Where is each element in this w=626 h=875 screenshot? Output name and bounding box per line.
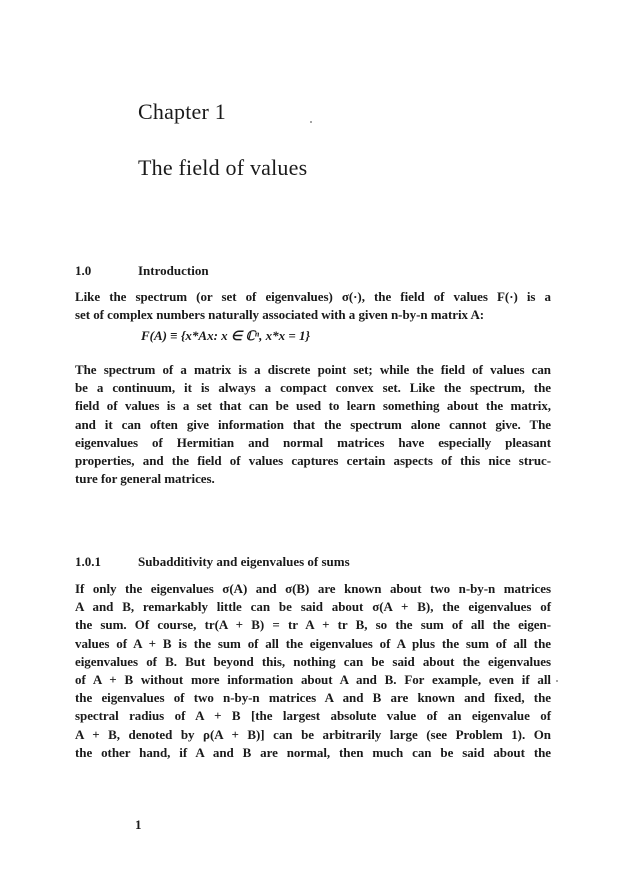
text-line: The spectrum of a matrix is a discrete point set; while the field of values can (75, 362, 551, 377)
intro-paragraph-1 (75, 288, 551, 324)
text-line: values of A + B is the sum of all the eigenvalues of A plus the sum of all the (75, 635, 551, 651)
page-number: 1 (135, 817, 142, 832)
text-line: eigenvalues of B. But beyond this, nothing can be said about the eigenvalues (75, 653, 551, 669)
text-line: properties, and the field of values captures certain aspects of this nice struc- (75, 453, 551, 469)
chapter-title: The field of values (138, 155, 308, 180)
text-line: be a continuum, it is always a compact convex set. Like the spectrum, the (75, 380, 551, 396)
section-title: Introduction (138, 263, 209, 278)
text-line: set of complex numbers naturally associated with a given n-by-n matrix A: (75, 307, 485, 323)
text-line: ture for general matrices. (75, 471, 215, 487)
text-line: and it can often give information that the spectrum alone cannot give. The (75, 416, 551, 432)
text-line: spectral radius of A + B [the largest absolute value of an eigenvalue of (75, 708, 551, 724)
text-line: If only the eigenvalues σ(A) and σ(B) are known about two n-by-n matrices (75, 581, 551, 596)
text-line: A + B, denoted by ρ(A + B)] can be arbitrarily large (see Problem 1). On (75, 726, 551, 742)
section-number: 1.0 (75, 263, 92, 278)
text-line: Like the spectrum (or set of eigenvalues) σ(·), the field of values F(·) is a (75, 289, 551, 304)
scan-speck (310, 121, 312, 123)
section-number: 1.0.1 (75, 554, 101, 569)
text-line: the other hand, if A and B are normal, then much can be said about the (75, 744, 551, 760)
section-title: Subadditivity and eigenvalues of sums (138, 554, 350, 569)
text-line: field of values is a set that can be used to learn something about the matrix, (75, 398, 551, 414)
text-line: the sum. Of course, tr(A + B) = tr A + tr B, so the sum of all the eigen- (75, 617, 551, 633)
chapter-label: Chapter 1 (138, 99, 226, 124)
subadditivity-paragraph (75, 580, 551, 762)
text-line: eigenvalues of Hermitian and normal matrices have especially pleasant (75, 434, 551, 450)
text-line: of A + B without more information about A and B. For example, even if all (75, 672, 551, 688)
scan-speck (556, 680, 558, 682)
text-line: the eigenvalues of two n-by-n matrices A and B are known and fixed, the (75, 690, 551, 706)
text-line: A and B, remarkably little can be said about σ(A + B), the eigenvalues of (75, 599, 551, 615)
intro-paragraph-2 (75, 361, 551, 488)
field-of-values-definition: F(A) ≡ {x*Ax: x ∈ ℂⁿ, x*x = 1} (141, 328, 311, 343)
